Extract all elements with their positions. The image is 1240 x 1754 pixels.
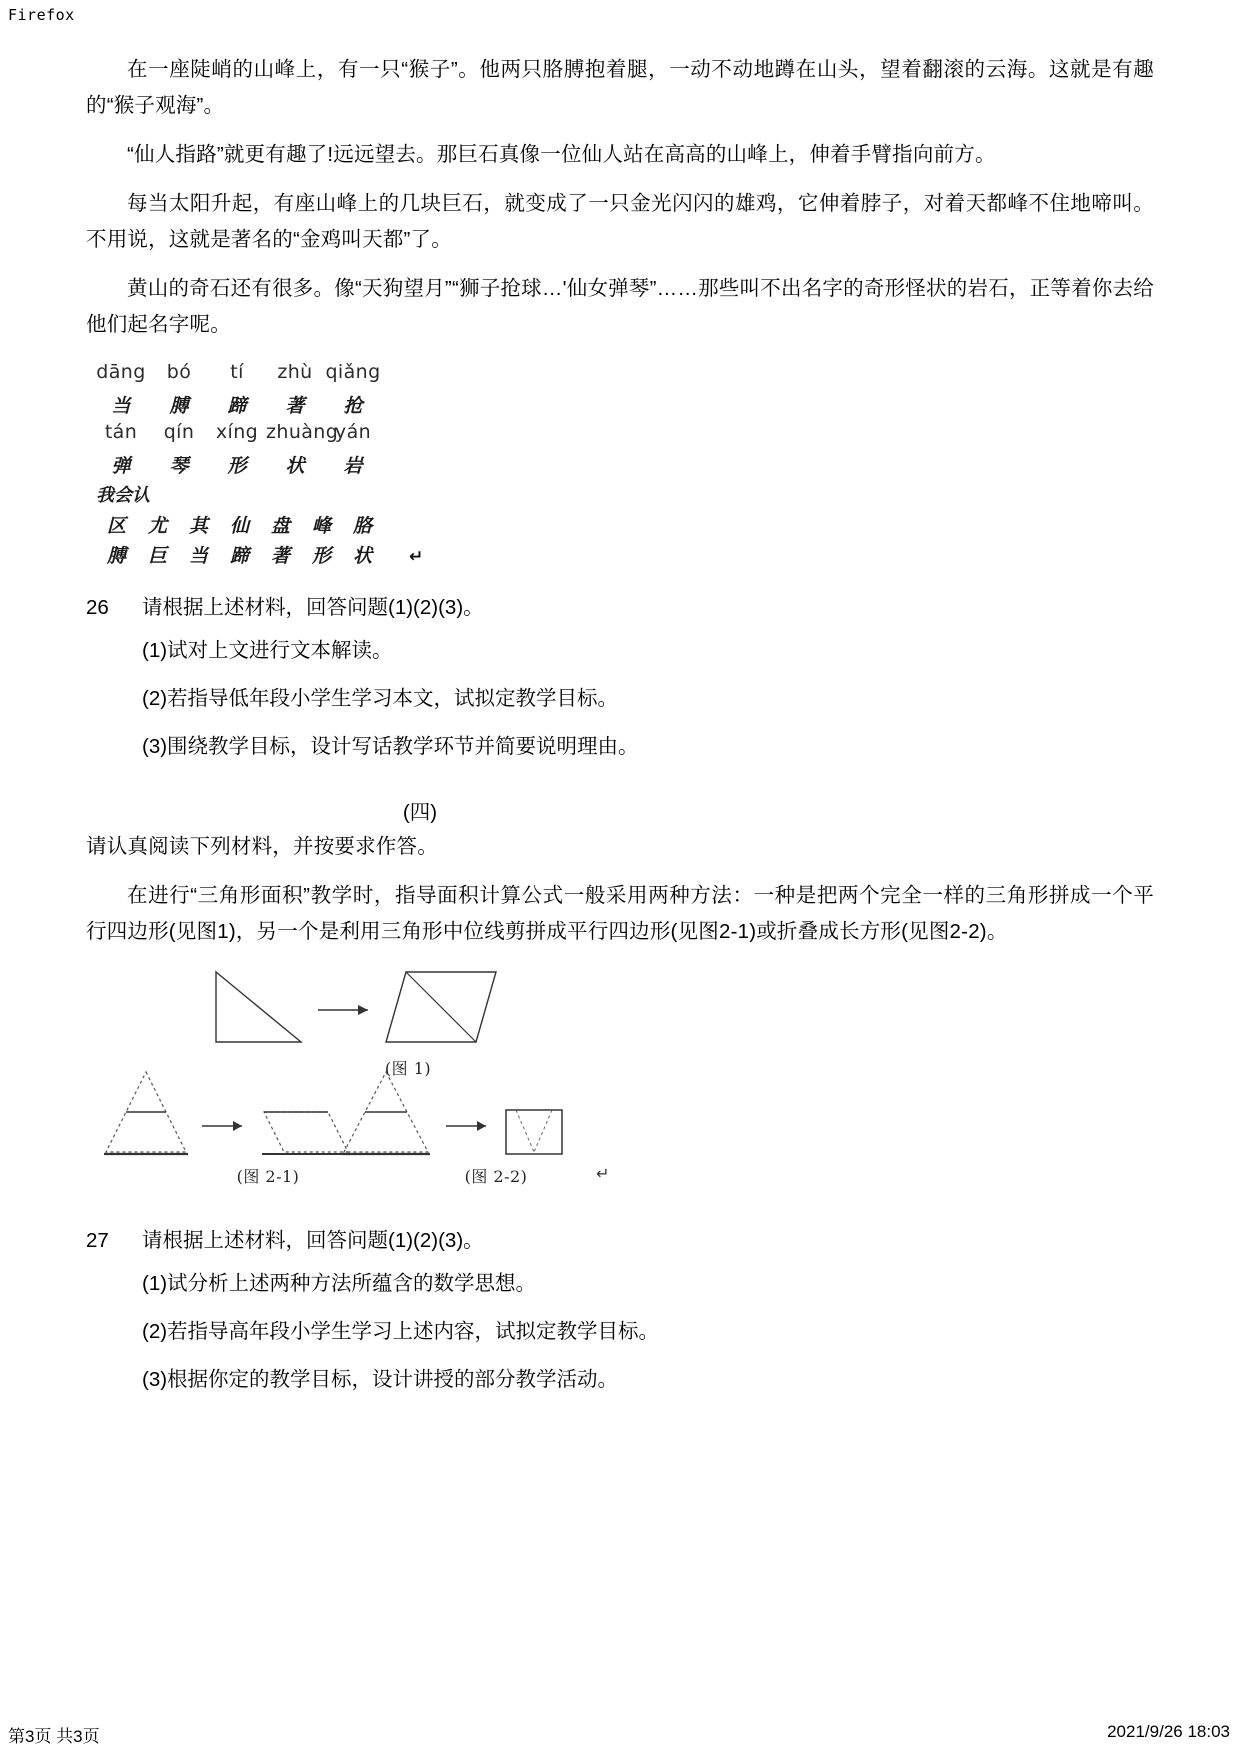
wordlist-hanzi-row-1 <box>92 391 1154 421</box>
question-26-item-2: (2)若指导低年段小学生学习本文，试拟定教学目标。 <box>142 687 619 710</box>
question-27-stem: 请根据上述材料，回答问题(1)(2)(3)。 <box>142 1229 484 1252</box>
document-page <box>86 52 1154 1406</box>
wordlist-pinyin-row-1 <box>92 361 1154 391</box>
pinyin-cell: zhuàng <box>266 421 339 443</box>
hanzi-cell: 蹄 <box>229 545 249 567</box>
section-four-instruction: 请认真阅读下列材料，并按要求作答。 <box>86 835 438 858</box>
hanzi-cell: 琴 <box>169 455 189 477</box>
figure-1-caption: (图 1) <box>384 1059 432 1078</box>
section-four-label: (四) <box>402 801 438 824</box>
hanzi-cell: 仙 <box>229 515 249 537</box>
figure-2-1-caption: (图 2-1) <box>236 1167 300 1186</box>
question-26-item-1: (1)试对上文进行文本解读。 <box>142 639 393 662</box>
hanzi-cell: 状 <box>285 455 305 477</box>
hanzi-cell: 其 <box>188 515 208 537</box>
hanzi-cell: 当 <box>111 395 131 417</box>
question-27-number: 27 <box>86 1229 109 1252</box>
question-26-stem: 请根据上述材料，回答问题(1)(2)(3)。 <box>142 596 484 619</box>
hanzi-cell: 状 <box>352 545 372 567</box>
article-paragraph-4: 黄山的奇石还有很多。像“天狗望月”“狮子抢球…'仙女弹琴”……那些叫不出名字的奇形怪状的岩石，正等着你去给他们起名字呢。 <box>86 277 1154 336</box>
scanned-wordlist-image <box>86 361 1154 571</box>
pinyin-cell: tán <box>104 421 138 443</box>
geometry-figures-image <box>86 964 1154 1204</box>
figure-1-triangle-to-parallelogram <box>86 964 646 1064</box>
article-paragraph-1: 在一座陡峭的山峰上，有一只“猴子”。他两只胳膊抱着腿，一动不动地蹲在山头，望着翻滚的云海。这就是有趣的“猴子观海”。 <box>86 58 1154 117</box>
hanzi-cell: 蹄 <box>227 395 247 417</box>
hanzi-cell: 尤 <box>147 515 167 537</box>
wordlist-recognize-row-2 <box>92 541 1154 571</box>
hanzi-cell: 盘 <box>270 515 290 537</box>
hanzi-cell: 形 <box>311 545 331 567</box>
pinyin-cell: tí <box>230 361 244 383</box>
hanzi-cell: 形 <box>227 455 247 477</box>
question-27 <box>86 1224 1154 1258</box>
pinyin-cell: qiǎng <box>325 361 381 383</box>
hanzi-cell: 著 <box>270 545 290 567</box>
hanzi-cell: 岩 <box>343 455 363 477</box>
question-27-item-2: (2)若指导高年段小学生学习上述内容，试拟定教学目标。 <box>142 1320 660 1343</box>
hanzi-cell: 抢 <box>343 395 363 417</box>
figure-2-2-caption: (图 2-2) <box>464 1167 528 1186</box>
wordlist-recognize-row-1 <box>92 511 1154 541</box>
pinyin-cell: bó <box>166 361 192 383</box>
browser-print-header: Firefox <box>8 6 75 24</box>
paragraph-mark-icon: ↵ <box>596 1164 610 1183</box>
hanzi-cell: 当 <box>188 545 208 567</box>
pinyin-cell: xíng <box>215 421 259 443</box>
pinyin-cell: dāng <box>96 361 146 383</box>
browser-print-footer <box>0 1722 1240 1744</box>
pinyin-cell: yán <box>334 421 372 443</box>
figure-1-group <box>86 964 1154 1078</box>
hanzi-cell: 著 <box>285 395 305 417</box>
text-cursor-mark: ↵ <box>409 547 424 567</box>
hanzi-cell: 膊 <box>106 545 126 567</box>
print-timestamp: 2021/9/26 18:03 <box>1107 1722 1230 1741</box>
question-26-number: 26 <box>86 596 109 619</box>
article-paragraph-3: 每当太阳升起，有座山峰上的几块巨石，就变成了一只金光闪闪的雄鸡，它伸着脖子，对着天都峰不住地啼叫。不用说，这就是著名的“金鸡叫天都”了。 <box>86 192 1154 251</box>
question-26 <box>86 591 1154 625</box>
question-27-item-1: (1)试分析上述两种方法所蕴含的数学思想。 <box>142 1272 537 1295</box>
pinyin-cell: zhù <box>277 361 313 383</box>
wordlist-recognize-label: 我会认 <box>96 485 150 506</box>
hanzi-cell: 胳 <box>352 515 372 537</box>
section-four-material: 在进行“三角形面积”教学时，指导面积计算公式一般采用两种方法：一种是把两个完全一样的三角形拼成一个平行四边形(见图1)，另一个是利用三角形中位线剪拼成平行四边形(见图2-1)或折叠成长方形(见图2-2)。 <box>86 884 1154 943</box>
pinyin-cell: qín <box>163 421 195 443</box>
question-27-item-3: (3)根据你定的教学目标，设计讲授的部分教学活动。 <box>142 1368 619 1391</box>
question-26-item-3: (3)围绕教学目标，设计写话教学环节并简要说明理由。 <box>142 735 639 758</box>
wordlist-hanzi-row-2 <box>92 451 1154 481</box>
hanzi-cell: 区 <box>106 515 126 537</box>
hanzi-cell: 巨 <box>147 545 167 567</box>
hanzi-cell: 弹 <box>111 455 131 477</box>
hanzi-cell: 膊 <box>169 395 189 417</box>
article-paragraph-2: “仙人指路”就更有趣了!远远望去。那巨石真像一位仙人站在高高的山峰上，伸着手臂指向前方。 <box>127 143 996 166</box>
page-number-label: 第3页 共3页 <box>8 1727 100 1746</box>
wordlist-pinyin-row-2 <box>92 421 1154 451</box>
hanzi-cell: 峰 <box>311 515 331 537</box>
figure-2-group <box>86 1064 1154 1190</box>
